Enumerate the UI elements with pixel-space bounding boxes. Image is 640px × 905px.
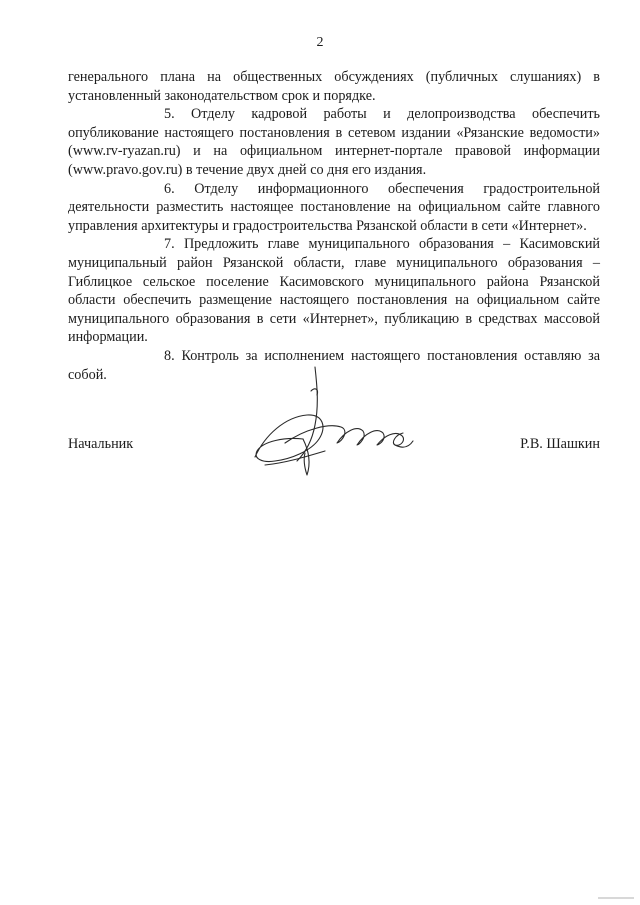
paragraph-text: Контроль за исполнением настоящего постановления оставляю за собой. xyxy=(68,347,601,383)
paragraph-number: 5. xyxy=(164,106,175,123)
signatory-title: Начальник xyxy=(68,436,134,452)
paragraph-text: Предложить главе муниципального образования – Касимовский муниципальный район Рязанской области, главе муниципального образования – Гиблицкое сельское поселение Касимовского муниципального района Рязанской области обеспечить размещение настоящего постановления на официальном сайте муниципального образования в сети «Интернет», публикацию в средствах массовой информации. xyxy=(68,236,601,346)
paragraph-7 xyxy=(68,235,600,347)
paragraph-text: генерального плана на общественных обсуждениях (публичных слушаниях) в установленный законодательством срок и порядке. xyxy=(68,69,600,104)
handwritten-signature xyxy=(245,365,420,480)
scan-edge-mark xyxy=(598,897,634,899)
signatory-name: Р.В. Шашкин xyxy=(520,436,600,452)
paragraph-6 xyxy=(68,180,600,236)
paragraph-text: Отделу кадровой работы и делопроизводства обеспечить опубликование настоящего постановления в сетевом издании «Рязанские ведомости» (www.rv-ryazan.ru) и на официальном интернет-портале правовой информации (www.pravo.gov.ru) в течение двух дней со дня его издания. xyxy=(68,106,600,178)
document-body xyxy=(68,68,600,384)
paragraph-5 xyxy=(68,105,600,179)
page-number: 2 xyxy=(316,35,324,50)
paragraph-number: 7. xyxy=(164,236,175,253)
paragraph-number: 6. xyxy=(164,180,175,197)
paragraph-text: Отделу информационного обеспечения градостроительной деятельности разместить настоящее постановление на официальном сайте главного управления архитектуры и градостроительства Рязанской области в сети «Интернет». xyxy=(68,180,601,234)
paragraph-number: 8. xyxy=(164,347,175,364)
paragraph-continuation xyxy=(68,68,600,105)
